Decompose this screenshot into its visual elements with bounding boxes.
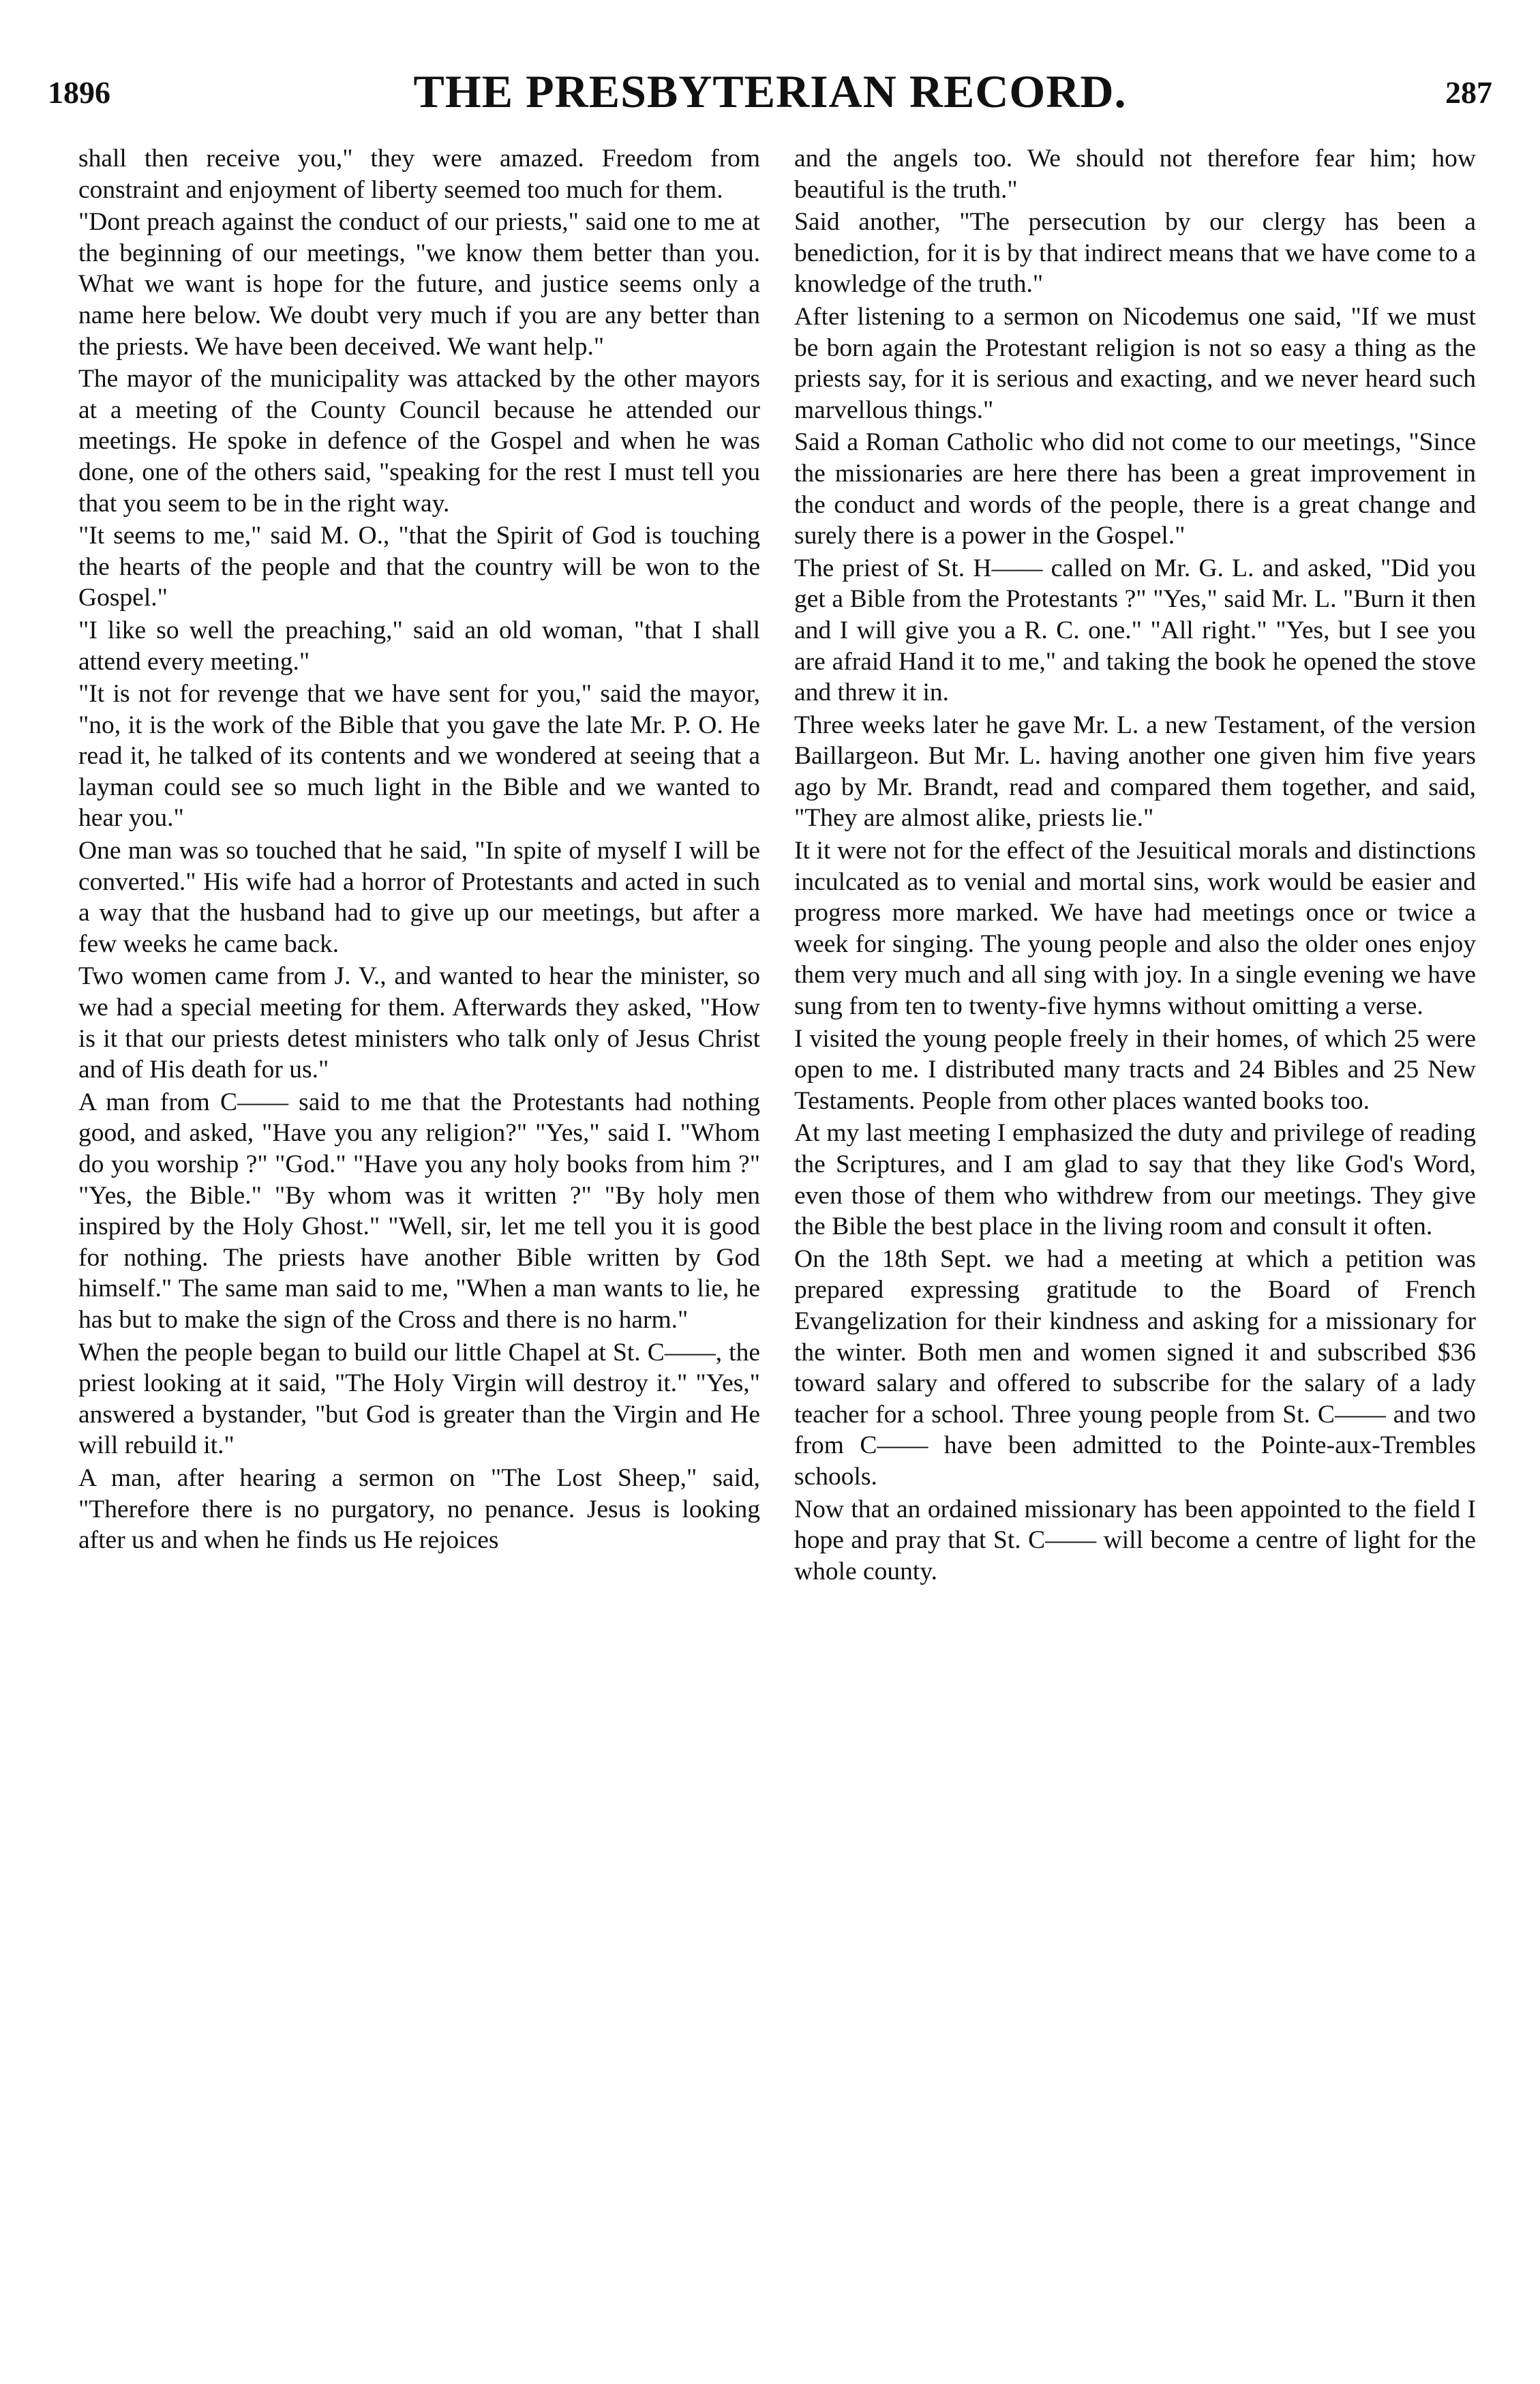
paragraph: One man was so touched that he said, "In spite of myself I will be converted." His wife had a horror of Protestants and acted in such a way that the husband had to give up our meetings, but after a few weeks he came back.	[78, 837, 760, 958]
paragraph: The priest of St. H—— called on Mr. G. L. and asked, "Did you get a Bible from the Protestants ?" "Yes," said Mr. L. "Burn it then and I will give you a R. C. one." "All right." "Yes, but I see you are afraid Hand it to me," and taking the book he opened the stove and threw it in.	[794, 554, 1476, 707]
paragraph: "It is not for revenge that we have sent for you," said the mayor, "no, it is the work of the Bible that you gave the late Mr. P. O. He read it, he talked of its contents and we wondered at seeing that a layman could see so much light in the Bible and we wanted to hear you."	[78, 680, 760, 833]
paragraph: The mayor of the municipality was attacked by the other mayors at a meeting of the County Council because he attended our meetings. He spoke in defence of the Gospel and when he was done, one of the others said, "speaking for the rest I must tell you that you seem to be in the right way.	[78, 365, 760, 518]
page-number: 287	[1445, 75, 1492, 110]
paragraph: Two women came from J. V., and wanted to hear the minister, so we had a special meeting for them. Afterwards they asked, "How is it that our priests detest ministers who talk only of Jesus Christ and of His death for us."	[78, 962, 760, 1084]
paragraph: Said a Roman Catholic who did not come to our meetings, "Since the missionaries are here there has been a great improvement in the conduct and words of the people, there is a great change and surely there is a power in the Gospel."	[794, 428, 1476, 550]
header-year: 1896	[48, 75, 110, 110]
paragraph: It it were not for the effect of the Jesuitical morals and distinctions inculcated as to venial and mortal sins, work would be easier and progress more marked. We have had meetings once or twice a week for singing. The young people and also the older ones enjoy them very much and all sing with joy. In a single evening we have sung from ten to twenty-five hymns without omitting a verse.	[794, 837, 1476, 1021]
paragraph: shall then receive you," they were amazed. Freedom from constraint and enjoyment of liberty seemed too much for them.	[78, 145, 760, 204]
paragraph: "It seems to me," said M. O., "that the Spirit of God is touching the hearts of the people and that the country will be won to the Gospel."	[78, 522, 760, 612]
paragraph: and the angels too. We should not therefore fear him; how beautiful is the truth."	[794, 145, 1476, 204]
paragraph: "Dont preach against the conduct of our priests," said one to me at the beginning of our meetings, "we know them better than you. What we want is hope for the future, and justice seems only a name here below. We doubt very much if you are any better than the priests. We have been deceived. We want help."	[78, 208, 760, 361]
paragraph: Now that an ordained missionary has been appointed to the field I hope and pray that St. C—— will become a centre of light for the whole county.	[794, 1495, 1476, 1585]
page-header	[48, 65, 1492, 119]
paragraph: I visited the young people freely in their homes, of which 25 were open to me. I distributed many tracts and 24 Bibles and 25 New Testaments. People from other places wanted books too.	[794, 1024, 1476, 1115]
paragraph: At my last meeting I emphasized the duty and privilege of reading the Scriptures, and I am glad to say that they like God's Word, even those of them who withdrew from our meetings. They give the Bible the best place in the living room and consult it often.	[794, 1119, 1476, 1241]
paragraph: Three weeks later he gave Mr. L. a new Testament, of the version Baillargeon. But Mr. L. having another one given him five years ago by Mr. Brandt, read and compared them together, and said, "They are almost alike, priests lie."	[794, 711, 1476, 833]
paragraph: When the people began to build our little Chapel at St. C——, the priest looking at it said, "The Holy Virgin will destroy it." "Yes," answered a bystander, "but God is greater than the Virgin and He will rebuild it."	[78, 1338, 760, 1460]
right-column	[794, 143, 1476, 2359]
publication-title: THE PRESBYTERIAN RECORD.	[413, 65, 1127, 117]
paragraph: "I like so well the preaching," said an old woman, "that I shall attend every meeting."	[78, 616, 760, 676]
paragraph: A man, after hearing a sermon on "The Lost Sheep," said, "Therefore there is no purgatory, no penance. Jesus is looking after us and when he finds us He rejoices	[78, 1463, 760, 1555]
paragraph: On the 18th Sept. we had a meeting at which a petition was prepared expressing gratitude to the Board of French Evangelization for their kindness and asking for a missionary for the winter. Both men and women signed it and subscribed $36 toward salary and offered to subscribe for the salary of a lady teacher for a school. Three young people from St. C—— and two from C—— have been admitted to the Pointe-aux-Trembles schools.	[794, 1245, 1476, 1491]
paragraph: A man from C—— said to me that the Protestants had nothing good, and asked, "Have you any religion?" "Yes," said I. "Whom do you worship ?" "God." "Have you any holy books from him ?" "Yes, the Bible." "By whom was it written ?" "By holy men inspired by the Holy Ghost." "Well, sir, let me tell you it is good for nothing. The priests have another Bible written by God himself." The same man said to me, "When a man wants to lie, he has but to make the sign of the Cross and there is no harm."	[78, 1088, 760, 1334]
left-column	[78, 143, 760, 2359]
paragraph: After listening to a sermon on Nicodemus one said, "If we must be born again the Protestant religion is not so easy a thing as the priests say, for it is serious and exacting, and we never heard such marvellous things."	[794, 302, 1476, 424]
paragraph: Said another, "The persecution by our clergy has been a benediction, for it is by that indirect means that we have come to a knowledge of the truth."	[794, 208, 1476, 299]
